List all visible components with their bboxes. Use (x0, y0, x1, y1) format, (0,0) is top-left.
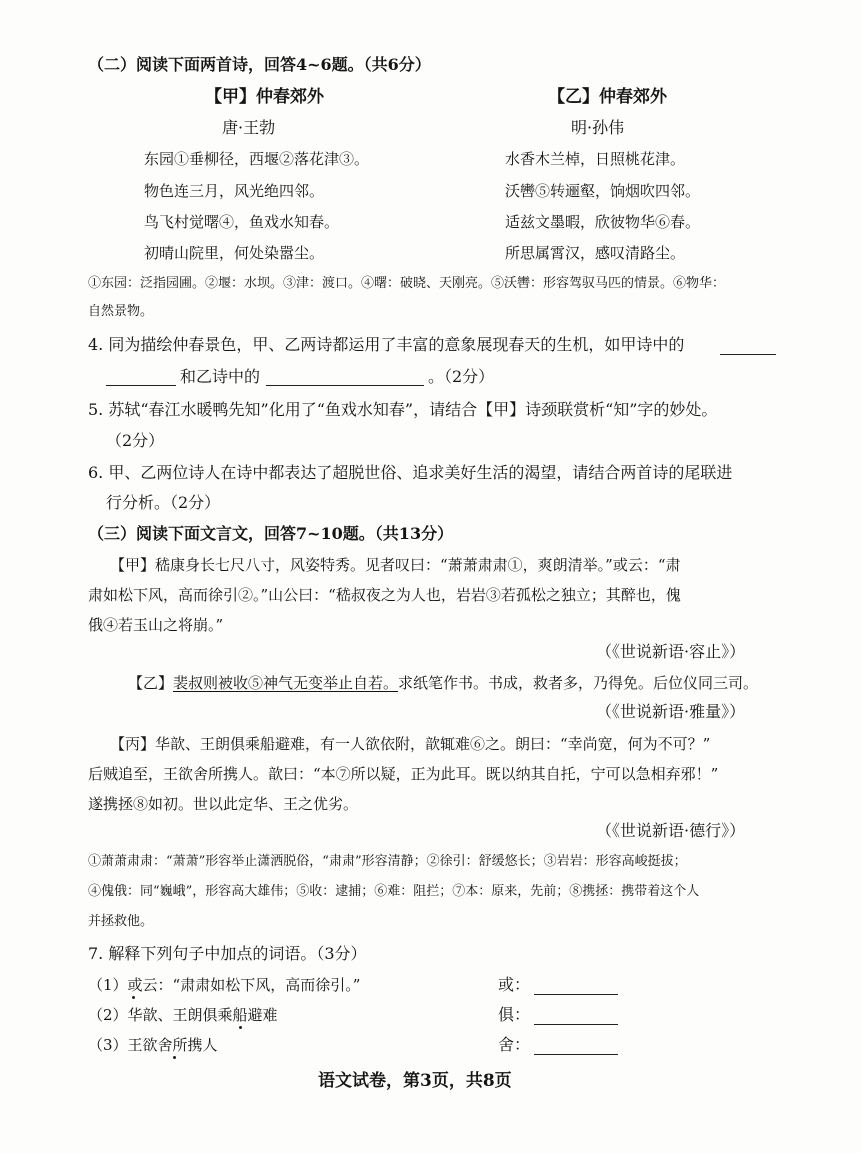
poem-a-author: 唐·王勃 (222, 118, 276, 137)
question-6-line-1: 6. 甲、乙两位诗人在诗中都表达了超脱世俗、追求美好生活的渴望，请结合两首诗的尾联进 (88, 463, 733, 482)
passage-yi-underlined: 裴叔则被收⑤神气无变举止自若。 (173, 674, 399, 692)
page-footer: 语文试卷，第3页，共8页 (318, 1071, 512, 1091)
question-7-item-1-blank[interactable] (534, 976, 618, 995)
poem-a-line-3: 鸟飞村觉曙④，鱼戏水知春。 (144, 213, 340, 231)
passage-yi-prefix: 【乙】 (128, 674, 174, 692)
question-5-line-2: （2分） (106, 431, 165, 450)
question-7-item-2-blank[interactable] (534, 1006, 618, 1025)
poem-a-line-1: 东园①垂柳径，西堰②落花津③。 (144, 150, 370, 168)
question-7-item-1-sentence: （1）或云：“肃肃如松下风，高而徐引。” (88, 976, 361, 994)
passage-bing-line-2: 后贼追至，王欲舍所携人。歆曰：“本⑦所以疑，正为此耳。既以纳其自托，宁可以急相弃邪！” (88, 765, 719, 783)
question-6-line-2: 行分析。（2分） (106, 493, 221, 512)
poem-notes-line-1: ①东园：泛指园圃。②堰：水坝。③津：渡口。④曙：破晓、天刚亮。⑤沃轡：形容驾驭马匹的情景。⑥物华： (88, 276, 726, 291)
question-4-blank-a[interactable] (720, 336, 776, 355)
question-7-item-3-blank[interactable] (534, 1036, 618, 1055)
classical-notes-line-3: 并拯救他。 (88, 914, 154, 929)
question-7-item-3-word: 舍： (498, 1035, 531, 1054)
passage-jia-line-2: 肃如松下风，高而徐引②。”山公曰：“嵇叔夜之为人也，岩岩③若孤松之独立；其醉也，傀 (88, 586, 681, 604)
section3-heading: （三）阅读下面文言文，回答7~10题。（共13分） (88, 524, 454, 543)
question-4-blank-b[interactable] (266, 367, 424, 386)
classical-notes-line-2: ④傀俄：同“巍峨”，形容高大雄伟；⑤收：逮捕；⑥难：阻拦；⑦本：原来，先前；⑧携拯：携带着这个人 (88, 884, 700, 899)
poem-notes-line-2: 自然景物。 (88, 304, 154, 319)
passage-jia-source: （《世说新语·容止》） (596, 642, 746, 661)
passage-jia-line-3: 俄④若玉山之将崩。” (88, 616, 224, 634)
question-4-end-text: 。（2分） (428, 367, 495, 386)
passage-bing-source: （《世说新语·德行》） (596, 821, 746, 840)
poem-a-line-4: 初晴山院里，何处染嚣尘。 (144, 244, 325, 262)
passage-bing-line-3: 遂携拯⑧如初。世以此定华、王之优劣。 (88, 795, 359, 813)
question-7-item-2-sentence: （2）华歆、王朗俱乘船避难 (88, 1006, 278, 1024)
poem-b-title: 【乙】仲春郊外 (548, 87, 667, 107)
emphasis-dot (239, 1026, 242, 1029)
emphasis-dot (132, 996, 135, 999)
emphasis-dot (173, 1056, 176, 1059)
passage-yi (128, 672, 758, 694)
poem-a-title: 【甲】仲春郊外 (205, 87, 324, 107)
poem-a-line-2: 物色连三月，风光绝四邻。 (144, 182, 325, 200)
question-7-item-3-sentence: （3）王欲舍所携人 (88, 1036, 218, 1054)
passage-yi-rest: 求纸笔作书。书成，救者多，乃得免。后位仪同三司。 (398, 674, 759, 692)
question-5-line-1: 5. 苏轼“春江水暖鸭先知”化用了“鱼戏水知春”，请结合【甲】诗颈联赏析“知”字的妙处。 (88, 400, 718, 419)
question-7-item-1-word: 或： (498, 975, 531, 994)
poem-b-line-1: 水香木兰棹，日照桃花津。 (505, 150, 686, 168)
passage-bing-line-1: 【丙】华歆、王朗俱乘船避难，有一人欲依附，歆辄难⑥之。朗曰：“幸尚宽，何为不可？” (110, 735, 711, 753)
poem-b-author: 明·孙伟 (571, 118, 625, 137)
question-7-stem: 7. 解释下列句子中加点的词语。（3分） (88, 944, 367, 963)
question-4-blank-a-cont[interactable] (106, 367, 176, 386)
passage-yi-source: （《世说新语·雅量》） (596, 702, 746, 721)
poem-b-line-3: 适兹文墨暇，欣彼物华⑥春。 (505, 213, 701, 231)
question-4-line-1: 4. 同为描绘仲春景色，甲、乙两诗都运用了丰富的意象展现春天的生机，如甲诗中的 (88, 335, 685, 354)
section2-heading: （二）阅读下面两首诗，回答4~6题。（共6分） (88, 55, 431, 74)
poem-b-line-2: 沃轡⑤转逦壑，饷烟吹四邻。 (505, 182, 701, 200)
passage-jia-line-1: 【甲】嵇康身长七尺八寸，风姿特秀。见者叹曰：“萧萧肃肃①，爽朗清举。”或云：“肃 (110, 556, 681, 574)
question-4-mid-text: 和乙诗中的 (180, 367, 261, 386)
question-7-item-2-word: 俱： (498, 1005, 531, 1024)
classical-notes-line-1: ①萧萧肃肃：“萧萧”形容举止潇洒脱俗，“肃肃”形容清静；②徐引：舒缓悠长；③岩岩：形容高峻挺拔； (88, 854, 687, 869)
poem-b-line-4: 所思属霄汉，感叹清路尘。 (505, 244, 686, 262)
